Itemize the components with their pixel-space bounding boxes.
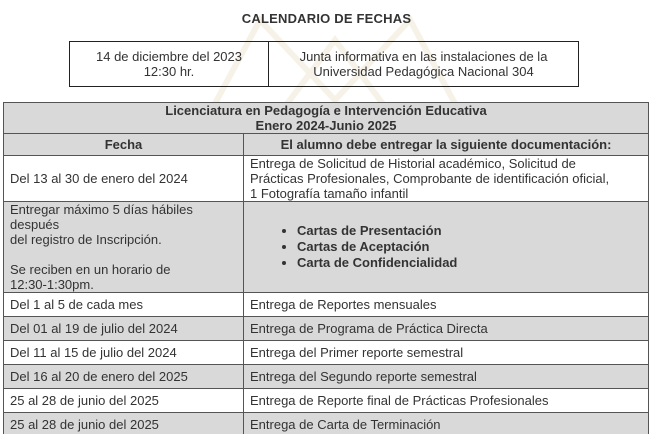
program-header-row [4, 103, 649, 134]
column-header-date: Fecha [4, 134, 244, 156]
row-docs: Entrega de Reporte final de Prácticas Profesionales [244, 389, 649, 413]
row-docs-line: 1 Fotografía tamaño infantil [250, 186, 409, 201]
event-row [70, 42, 579, 87]
column-header-row [4, 134, 649, 156]
schedule-table [3, 102, 649, 434]
list-item: • Carta de Confidencialidad [297, 255, 642, 271]
event-description-cell [269, 42, 579, 87]
row-date-line: 12:30-1:30pm. [10, 277, 94, 292]
row-docs: Entrega de Programa de Práctica Directa [244, 317, 649, 341]
row-date: Del 1 al 5 de cada mes [4, 293, 244, 317]
event-date: 14 de diciembre del 2023 [96, 49, 242, 64]
table-row [4, 389, 649, 413]
row-date-line: Entregar máximo 5 días hábiles después [10, 202, 193, 232]
row-docs-line: Entrega de Solicitud de Historial académico, Solicitud de [250, 156, 576, 171]
row-date [4, 202, 244, 293]
event-description-line: Universidad Pedagógica Nacional 304 [313, 64, 534, 79]
table-row [4, 317, 649, 341]
list-item: • Cartas de Aceptación [297, 239, 642, 255]
table-row [4, 413, 649, 434]
row-docs-line: Prácticas Profesionales, Comprobante de identificación oficial, [250, 171, 610, 186]
event-description-line: Junta informativa en las instalaciones de la [299, 49, 548, 64]
row-docs: Entrega de Carta de Terminación [244, 413, 649, 434]
table-row [4, 156, 649, 202]
row-date-line: Se reciben en un horario de [10, 262, 171, 277]
row-docs: Entrega de Reportes mensuales [244, 293, 649, 317]
row-date: Del 16 al 20 de enero del 2025 [4, 365, 244, 389]
documents-list [250, 223, 642, 271]
row-date-line: del registro de Inscripción. [10, 232, 162, 247]
row-docs: Entrega del Primer reporte semestral [244, 341, 649, 365]
program-period: Enero 2024-Junio 2025 [255, 118, 397, 133]
row-date: 25 al 28 de junio del 2025 [4, 389, 244, 413]
table-row [4, 365, 649, 389]
list-item: • Cartas de Presentación [297, 223, 642, 239]
row-date: Del 01 al 19 de julio del 2024 [4, 317, 244, 341]
event-table [69, 41, 579, 87]
table-row [4, 202, 649, 293]
program-name: Licenciatura en Pedagogía e Intervención Educativa [165, 103, 487, 118]
row-date: Del 11 al 15 de julio del 2024 [4, 341, 244, 365]
event-time: 12:30 hr. [143, 64, 195, 79]
row-docs: Entrega del Segundo reporte semestral [244, 365, 649, 389]
page-title: CALENDARIO DE FECHAS [241, 11, 412, 26]
program-header-cell [4, 103, 649, 134]
table-row [4, 293, 649, 317]
table-row [4, 341, 649, 365]
event-date-cell [70, 42, 269, 87]
row-docs [244, 202, 649, 293]
row-docs [244, 156, 649, 202]
row-date: Del 13 al 30 de enero del 2024 [4, 156, 244, 202]
row-date: 25 al 28 de junio del 2025 [4, 413, 244, 434]
column-header-docs: El alumno debe entregar la siguiente documentación: [244, 134, 649, 156]
